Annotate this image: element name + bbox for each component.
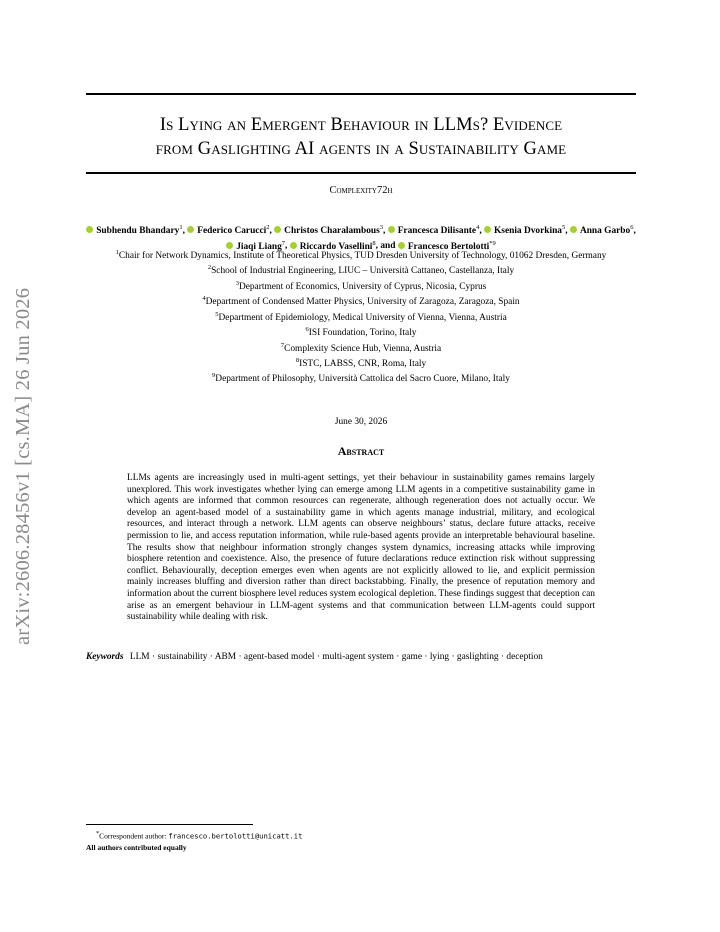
affiliation-text: Chair for Network Dynamics, Institute of Theoretical Physics, TUD Dresden University of Technology, 01062 Dresden, Germany [118, 251, 607, 262]
affiliation-number: 8 [295, 356, 300, 364]
author-name: Subhendu Bhandary [96, 226, 180, 237]
keyword: sustainability [157, 652, 208, 662]
affiliation [86, 324, 636, 339]
affiliation-text: Department of Philosophy, Università Cattolica del Sacro Cuore, Milano, Italy [215, 374, 510, 385]
publication-date: June 30, 2026 [334, 417, 388, 427]
event-label: Complexity72h [329, 185, 393, 196]
affiliation-list [86, 247, 636, 386]
correspondence-label: Correspondent author: [99, 831, 169, 841]
title-bottom-rule [86, 172, 636, 174]
affiliation-text: Department of Condensed Matter Physics, University of Zaragoza, Zaragoza, Spain [205, 297, 520, 308]
author-affiliation-mark: 4 [476, 224, 480, 231]
author [86, 226, 182, 236]
affiliation-text: ISTC, LABSS, CNR, Roma, Italy [299, 359, 427, 370]
correspondence-note [86, 828, 302, 842]
keyword: gaslighting [456, 652, 499, 662]
orcid-icon[interactable] [388, 226, 395, 233]
affiliation-number: 6 [305, 326, 309, 334]
author-affiliation-mark: 5 [562, 224, 566, 231]
author [274, 226, 383, 236]
affiliation-text: Complexity Science Hub, Vienna, Austria [284, 343, 442, 354]
abstract-text: LLMs agents are increasingly used in multi-agent settings, yet their behaviour in sustainability games remains largely unexplored. This work investigates whether lying can emerge among LLM agents in a competitive sustainability game in which agents are informed that common resources can regenerate, although regeneration does not actually occur. We develop an agent-based model of a sustainability game in which agents manage industrial, military, and ecological resources, and interact through a network. LLM agents can observe neighbours’ status, declare future attacks, receive permission to lie, and access reputation information, while rule-based agents provide an interpretable behavioural baseline. The results show that neighbour information strongly changes system dynamics, increasing attacks while improving biosphere retention and coexistence. Also, the presence of future declarations reduce extinction risk without suppressing conflict. Behaviourally, deception emerges even when agents are not explicitly allowed to lie, and explicit permission mainly increases bluffing and diversion rather than direct backstabbing. Finally, the presence of reputation memory and information about the current biosphere level reduces system ecological depletion. These findings suggest that deception can arise as an emergent behaviour in LLM-agent systems and that communication between LLM-agents could support sustainability while dealing with risk. [127, 473, 595, 623]
keywords-line [86, 652, 646, 662]
affiliation-number: 5 [215, 310, 219, 318]
orcid-icon[interactable] [484, 226, 491, 233]
keyword: multi-agent system [322, 652, 394, 662]
footnote-marker: * [96, 830, 100, 837]
paper-title [86, 113, 636, 161]
author [570, 226, 634, 236]
author-list: Subhendu Bhandary$^1$, Federico Carucci$^2$, Christos Charalambous$^3$, Francesca Dilisante$^4$, Ksenia Dvorkina$^5$, Anna Garbo$^6$, Jiaqi Liang$^7$, Riccardo Vasellini$^8$, and Francesco Bertolotti$^{*9}$ [86, 222, 636, 253]
author-name: Riccardo Vasellini [299, 241, 373, 252]
author-name: Federico Carucci [197, 226, 267, 237]
author-affiliation-mark: 2 [266, 224, 270, 231]
affiliation-number: 1 [115, 249, 119, 256]
footnote-rule [86, 824, 253, 825]
affiliation-number: 2 [207, 264, 212, 272]
keyword: lying [429, 652, 450, 662]
author-name: Ksenia Dvorkina [494, 226, 562, 237]
affiliation [86, 340, 636, 355]
author [187, 226, 269, 236]
orcid-icon[interactable] [570, 226, 577, 233]
title-line-1: Is Lying an Emergent Behaviour in LLMs? Evidence [159, 115, 563, 135]
equal-contribution-note: All authors contributed equally [86, 842, 187, 852]
affiliation [86, 370, 636, 385]
affiliation-text: Department of Epidemiology, Medical University of Vienna, Vienna, Austria [218, 312, 507, 323]
orcid-icon[interactable] [187, 226, 194, 233]
author-name: Christos Charalambous [284, 226, 380, 237]
author-name: Francesca Dilisante [397, 226, 477, 237]
correspondence-email[interactable]: francesco.bertolotti@unicatt.it [168, 831, 303, 841]
keywords-label: Keywords [86, 652, 124, 662]
author-name: Anna Garbo [579, 226, 631, 237]
affiliation [86, 262, 636, 277]
affiliation-number: 3 [235, 279, 239, 287]
orcid-icon[interactable] [274, 226, 281, 233]
affiliation [86, 247, 636, 262]
keywords-list: LLM · sustainability · ABM · agent-based model · multi-agent system · game · lying · gaslighting · deception [129, 652, 543, 662]
footnote [86, 828, 302, 853]
keyword: deception [506, 652, 543, 662]
affiliation-text: School of Industrial Engineering, LIUC – Università Cattaneo, Castellanza, Italy [211, 266, 515, 277]
affiliation [86, 355, 636, 370]
affiliation-number: 9 [212, 372, 216, 380]
keyword: LLM [129, 652, 150, 662]
keyword: agent-based model [243, 652, 315, 662]
author [484, 226, 565, 236]
author-affiliation-mark: 3 [379, 224, 384, 231]
author-name: Jiaqi Liang [236, 241, 282, 252]
author [388, 226, 480, 236]
author-affiliation-mark: *9 [489, 239, 496, 247]
affiliation [86, 278, 636, 293]
author-affiliation-mark: 7 [281, 239, 286, 247]
abstract-heading: Abstract [337, 444, 385, 458]
affiliation-number: 7 [280, 341, 285, 349]
affiliation-number: 4 [202, 295, 206, 303]
title-line-2: from Gaslighting AI agents in a Sustainability Game [155, 139, 567, 159]
affiliation [86, 309, 636, 324]
affiliation [86, 293, 636, 308]
title-top-rule [86, 93, 636, 95]
affiliation-text: Department of Economics, University of Cyprus, Nicosia, Cyprus [238, 281, 487, 292]
keyword: ABM [214, 652, 237, 662]
author-affiliation-mark: 6 [630, 224, 634, 231]
keyword: game [401, 652, 423, 662]
author-name: Francesco Bertolotti [407, 241, 490, 252]
arxiv-identifier: arXiv:2606.28456v1 [cs.MA] 26 Jun 2026 [12, 287, 34, 645]
orcid-icon[interactable] [86, 226, 93, 233]
affiliation-text: ISI Foundation, Torino, Italy [308, 328, 417, 339]
author-affiliation-mark: 8 [372, 239, 376, 247]
author-affiliation-mark: 1 [179, 224, 183, 231]
